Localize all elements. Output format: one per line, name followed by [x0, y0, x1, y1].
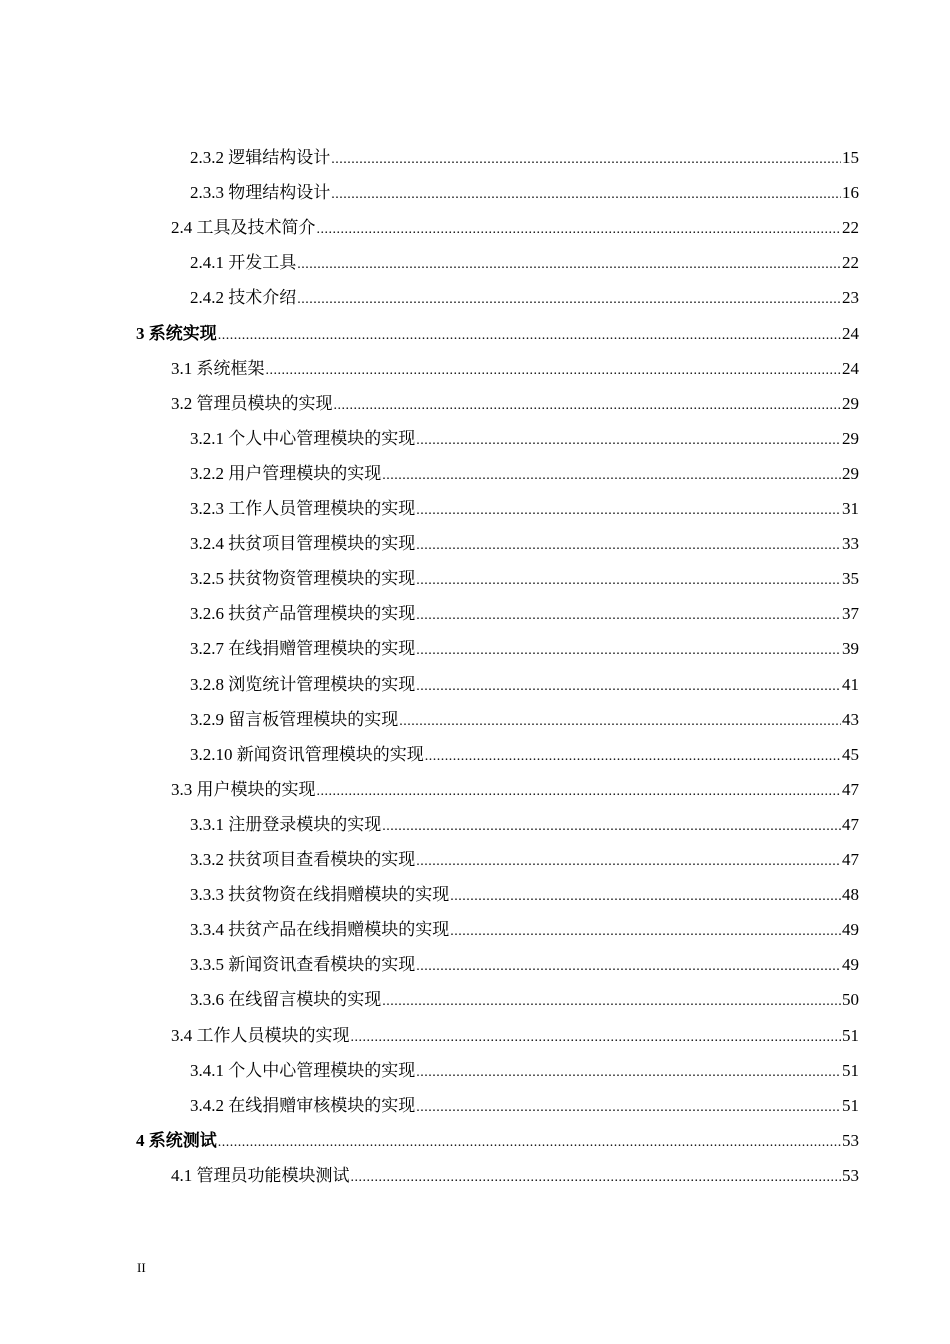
toc-entry[interactable] — [190, 175, 859, 210]
toc-entry[interactable] — [190, 1053, 859, 1088]
toc-entry-title: 3 系统实现 — [136, 323, 217, 343]
toc-entry[interactable] — [171, 351, 859, 386]
toc-entry-page-number: 37 — [842, 604, 859, 624]
toc-dot-leader — [266, 353, 842, 388]
toc-entry-title: 3.4.2 在线捐赠审核模块的实现 — [190, 1095, 416, 1115]
toc-dot-leader — [382, 809, 841, 844]
page-number: II — [137, 1260, 146, 1275]
toc-entry[interactable] — [190, 491, 859, 526]
toc-dot-leader — [218, 1125, 841, 1160]
toc-entry[interactable] — [190, 667, 859, 702]
toc-entry-title: 2.3.3 物理结构设计 — [190, 183, 331, 203]
toc-entry[interactable] — [171, 772, 859, 807]
toc-entry-page-number: 48 — [842, 885, 859, 905]
toc-entry-page-number: 50 — [842, 990, 859, 1010]
toc-entry[interactable] — [136, 316, 859, 351]
toc-entry-title: 3.3 用户模块的实现 — [171, 779, 316, 799]
toc-entry[interactable] — [190, 245, 859, 280]
toc-entry[interactable] — [190, 140, 859, 175]
toc-entry[interactable] — [171, 210, 859, 245]
toc-entry-title: 3.4 工作人员模块的实现 — [171, 1025, 350, 1045]
toc-entry[interactable] — [190, 526, 859, 561]
toc-entry-title: 3.2.4 扶贫项目管理模块的实现 — [190, 534, 416, 554]
toc-entry-title: 3.2 管理员模块的实现 — [171, 393, 333, 413]
toc-entry-title: 2.4.1 开发工具 — [190, 253, 297, 273]
toc-entry-page-number: 45 — [842, 744, 859, 764]
toc-entry-page-number: 16 — [842, 183, 859, 203]
toc-entry-page-number: 24 — [842, 358, 859, 378]
toc-dot-leader — [416, 844, 841, 879]
toc-entry-page-number: 39 — [842, 639, 859, 659]
toc-entry-title: 3.4.1 个人中心管理模块的实现 — [190, 1060, 416, 1080]
toc-entry-page-number: 29 — [842, 428, 859, 448]
toc-entry[interactable] — [190, 1088, 859, 1123]
toc-dot-leader — [416, 423, 841, 458]
toc-entry-page-number: 35 — [842, 569, 859, 589]
toc-entry-title: 3.2.7 在线捐赠管理模块的实现 — [190, 639, 416, 659]
toc-dot-leader — [382, 458, 841, 493]
toc-entry[interactable] — [190, 596, 859, 631]
toc-entry-title: 2.4 工具及技术简介 — [171, 218, 316, 238]
toc-entry-title: 3.1 系统框架 — [171, 358, 265, 378]
toc-dot-leader — [450, 914, 841, 949]
toc-dot-leader — [416, 563, 841, 598]
toc-dot-leader — [416, 633, 841, 668]
toc-entry-title: 4.1 管理员功能模块测试 — [171, 1165, 350, 1185]
toc-entry[interactable] — [190, 631, 859, 666]
toc-entry-title: 3.2.1 个人中心管理模块的实现 — [190, 428, 416, 448]
toc-entry[interactable] — [190, 421, 859, 456]
toc-dot-leader — [450, 879, 841, 914]
toc-entry-page-number: 47 — [842, 814, 859, 834]
toc-entry-page-number: 51 — [842, 1095, 859, 1115]
toc-entry[interactable] — [136, 1123, 859, 1158]
toc-entry[interactable] — [171, 1158, 859, 1193]
toc-entry-page-number: 53 — [842, 1130, 859, 1150]
toc-entry-page-number: 43 — [842, 709, 859, 729]
toc-entry[interactable] — [190, 947, 859, 982]
toc-dot-leader — [425, 739, 841, 774]
toc-entry[interactable] — [190, 561, 859, 596]
toc-dot-leader — [416, 528, 841, 563]
toc-entry-page-number: 22 — [842, 253, 859, 273]
toc-entry[interactable] — [190, 912, 859, 947]
toc-entry-title: 3.3.5 新闻资讯查看模块的实现 — [190, 955, 416, 975]
toc-dot-leader — [317, 774, 842, 809]
toc-dot-leader — [331, 142, 841, 177]
toc-entry-page-number: 51 — [842, 1025, 859, 1045]
toc-entry[interactable] — [190, 807, 859, 842]
toc-entry-page-number: 53 — [842, 1165, 859, 1185]
toc-dot-leader — [218, 318, 841, 353]
toc-entry-title: 3.2.8 浏览统计管理模块的实现 — [190, 674, 416, 694]
toc-dot-leader — [416, 1055, 841, 1090]
toc-entry-title: 2.4.2 技术介绍 — [190, 288, 297, 308]
toc-entry-title: 3.3.3 扶贫物资在线捐赠模块的实现 — [190, 885, 450, 905]
toc-entry-page-number: 22 — [842, 218, 859, 238]
toc-entry[interactable] — [190, 877, 859, 912]
toc-entry-page-number: 15 — [842, 148, 859, 167]
toc-entry[interactable] — [171, 386, 859, 421]
toc-entry[interactable] — [190, 982, 859, 1017]
toc-entry-title: 3.3.6 在线留言模块的实现 — [190, 990, 382, 1010]
toc-entry-page-number: 33 — [842, 534, 859, 554]
toc-entry-title: 3.3.4 扶贫产品在线捐赠模块的实现 — [190, 920, 450, 940]
toc-entry-title: 3.2.6 扶贫产品管理模块的实现 — [190, 604, 416, 624]
toc-dot-leader — [416, 669, 841, 704]
toc-dot-leader — [351, 1020, 842, 1055]
toc-dot-leader — [382, 984, 841, 1019]
toc-entry-page-number: 41 — [842, 674, 859, 694]
toc-entry-page-number: 47 — [842, 850, 859, 869]
toc-entry-title: 3.2.9 留言板管理模块的实现 — [190, 709, 399, 729]
toc-entry-title: 3.3.1 注册登录模块的实现 — [190, 814, 382, 834]
toc-entry-page-number: 23 — [842, 288, 859, 308]
toc-entry-title: 3.2.5 扶贫物资管理模块的实现 — [190, 569, 416, 589]
toc-entry-title: 4 系统测试 — [136, 1130, 217, 1150]
toc-entry-page-number: 29 — [842, 393, 859, 413]
toc-dot-leader — [297, 282, 841, 317]
toc-entry[interactable] — [190, 702, 859, 737]
toc-entry-title: 3.3.2 扶贫项目查看模块的实现 — [190, 850, 416, 869]
toc-entry-title: 3.2.2 用户管理模块的实现 — [190, 463, 382, 483]
toc-dot-leader — [317, 212, 842, 247]
toc-entry[interactable] — [190, 842, 859, 877]
toc-dot-leader — [331, 177, 841, 212]
toc-dot-leader — [297, 247, 841, 282]
toc-dot-leader — [416, 949, 841, 984]
toc-entry-title: 2.3.2 逻辑结构设计 — [190, 148, 331, 167]
toc-entry-page-number: 49 — [842, 920, 859, 940]
toc-entry-page-number: 49 — [842, 955, 859, 975]
toc-dot-leader — [399, 704, 841, 739]
toc-entry-page-number: 29 — [842, 463, 859, 483]
toc-entry[interactable] — [190, 456, 859, 491]
toc-entry-title: 3.2.3 工作人员管理模块的实现 — [190, 499, 416, 518]
toc-entry[interactable] — [190, 280, 859, 315]
toc-entry-page-number: 51 — [842, 1060, 859, 1080]
toc-dot-leader — [416, 493, 841, 528]
toc-dot-leader — [334, 388, 842, 423]
toc-entry[interactable] — [190, 737, 859, 772]
toc-entry-title: 3.2.10 新闻资讯管理模块的实现 — [190, 744, 424, 764]
toc-dot-leader — [351, 1160, 842, 1195]
toc-dot-leader — [416, 1090, 841, 1125]
toc-entry-page-number: 24 — [842, 323, 859, 343]
toc-entry-page-number: 47 — [842, 779, 859, 799]
toc-dot-leader — [416, 598, 841, 633]
toc-entry-page-number: 31 — [842, 499, 859, 518]
toc-entry[interactable] — [171, 1018, 859, 1053]
